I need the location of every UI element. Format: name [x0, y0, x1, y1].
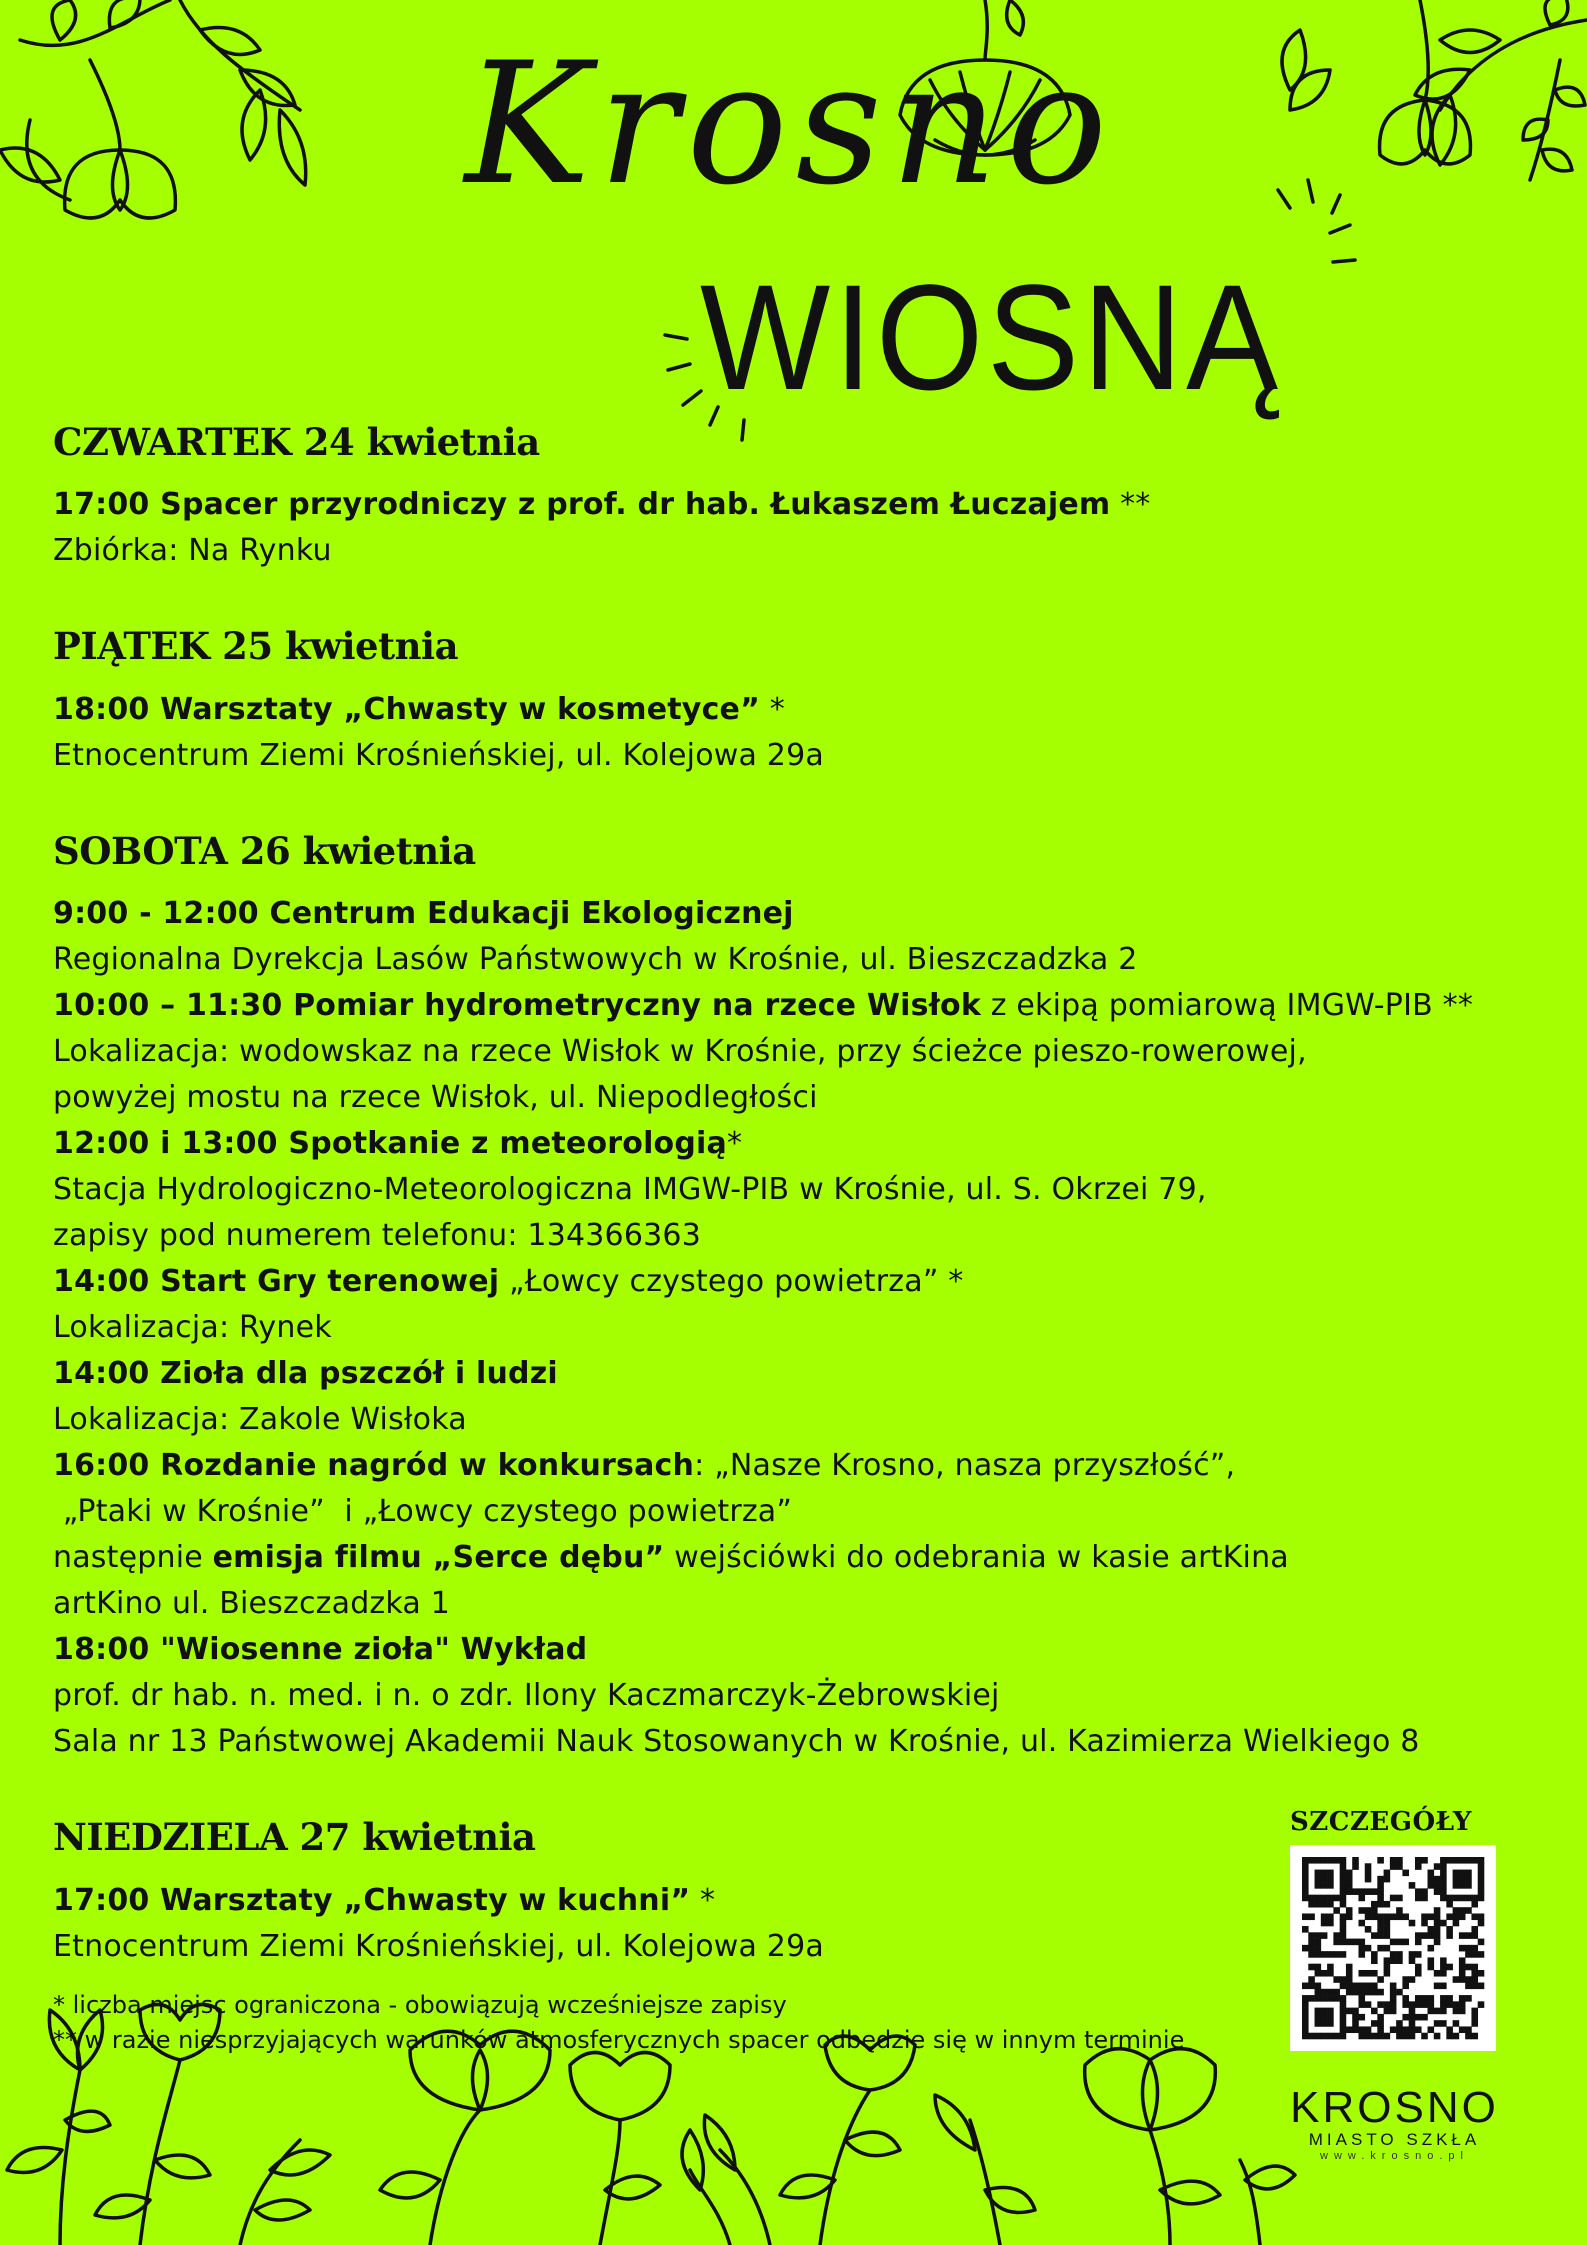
event-line	[53, 937, 1553, 983]
event-line-text: Sala nr 13 Państwowej Akademii Nauk Stosowanych w Krośnie, ul. Kazimierza Wielkiego 8	[53, 1724, 1420, 1760]
event-schedule	[53, 420, 1553, 2020]
title-main: WIOSNĄ	[700, 253, 1282, 421]
event-line-bold: 16:00 Rozdanie nagród w konkursach	[53, 1448, 695, 1484]
event-line	[53, 1351, 1553, 1397]
event-line-bold: 12:00 i 13:00 Spotkanie z meteorologią	[53, 1126, 727, 1162]
event-line	[53, 1581, 1553, 1627]
event-line-bold: 18:00 Warsztaty „Chwasty w kosmetyce”	[53, 691, 761, 727]
event-line-text: z ekipą pomiarową IMGW-PIB **	[980, 988, 1474, 1024]
event-line	[53, 1075, 1553, 1121]
event-line	[53, 983, 1553, 1029]
day-heading: PIĄTEK 25 kwietnia	[53, 624, 459, 669]
event-line-text: *	[760, 691, 785, 727]
day-section-thursday	[53, 420, 1553, 574]
event-line	[53, 1719, 1553, 1765]
qr-code-icon[interactable]	[1290, 1845, 1496, 2051]
footnote: ** w razie niesprzyjających warunków atmosferycznych spacer odbędzie się w innym terminie	[53, 2026, 1185, 2054]
event-line-text: *	[726, 1126, 743, 1162]
day-section-friday	[53, 624, 1553, 778]
event-line-text: **	[1110, 487, 1151, 523]
event-line-text: Regionalna Dyrekcja Lasów Państwowych w Krośnie, ul. Bieszczadzka 2	[53, 942, 1138, 978]
day-heading: NIEDZIELA 27 kwietnia	[53, 1815, 536, 1860]
event-line	[53, 528, 1553, 574]
logo-sub: MIASTO SZKŁA	[1308, 2130, 1481, 2149]
event-line	[53, 733, 1553, 779]
event-line-text: : „Nasze Krosno, nasza przyszłość”,	[694, 1448, 1236, 1484]
event-line	[53, 891, 1553, 937]
qr-code-graphic	[1290, 1845, 1496, 2051]
event-line-bold: 18:00 "Wiosenne zioła" Wykład	[53, 1632, 588, 1668]
event-line-text: wejściówki do odebrania w kasie artKina	[664, 1540, 1289, 1576]
event-line-bold: emisja filmu „Serce dębu”	[212, 1540, 665, 1576]
event-line-text: „Ptaki w Krośnie” i „Łowcy czystego powietrza”	[53, 1494, 793, 1530]
leaf-branch-top-right-icon	[1282, 0, 1587, 180]
event-line	[53, 1489, 1553, 1535]
event-line-text: „Łowcy czystego powietrza” *	[499, 1264, 964, 1300]
event-line	[53, 1443, 1553, 1489]
event-line-bold: 17:00 Warsztaty „Chwasty w kuchni”	[53, 1882, 691, 1918]
event-line-text: *	[690, 1882, 716, 1918]
footnotes	[53, 1988, 1184, 2058]
event-line	[53, 1305, 1553, 1351]
krosno-logo	[1287, 2083, 1502, 2163]
event-line	[53, 1213, 1553, 1259]
event-line-bold: 14:00 Zioła dla pszczół i ludzi	[53, 1356, 558, 1392]
logo-main: KROSNO	[1290, 2083, 1499, 2132]
flowers-bottom-right-icon	[682, 2049, 1295, 2245]
event-line	[53, 1627, 1553, 1673]
event-line-text: Lokalizacja: wodowskaz na rzece Wisłok w Krośnie, przy ścieżce pieszo-rowerowej,	[53, 1034, 1307, 1070]
leaf-branch-top-left-icon	[0, 0, 306, 218]
event-line-prefix: następnie	[53, 1540, 213, 1576]
event-line	[53, 482, 1553, 528]
event-line-text: powyżej mostu na rzece Wisłok, ul. Niepodległości	[53, 1080, 818, 1116]
event-line	[53, 1397, 1553, 1443]
event-line-text: prof. dr hab. n. med. i n. o zdr. Ilony Kaczmarczyk-Żebrowskiej	[53, 1678, 1000, 1714]
event-line	[53, 1029, 1553, 1075]
event-line-bold: 10:00 – 11:30 Pomiar hydrometryczny na rzece Wisłok	[53, 988, 981, 1024]
event-line	[53, 1535, 1553, 1581]
event-line	[53, 687, 1553, 733]
event-line	[53, 1259, 1553, 1305]
event-line-text: Stacja Hydrologiczno-Meteorologiczna IMGW-PIB w Krośnie, ul. S. Okrzei 79,	[53, 1172, 1207, 1208]
day-heading: SOBOTA 26 kwietnia	[53, 828, 476, 873]
day-heading: CZWARTEK 24 kwietnia	[53, 420, 540, 464]
day-section-saturday	[53, 829, 1553, 1765]
logo-url: www.krosno.pl	[1320, 2150, 1469, 2163]
event-line-text: artKino ul. Bieszczadzka 1	[53, 1586, 451, 1622]
qr-label: SZCZEGÓŁY	[1290, 1807, 1472, 1837]
event-line-text: Etnocentrum Ziemi Krośnieńskiej, ul. Kolejowa 29a	[53, 1928, 824, 1964]
title-script: Krosno	[464, 26, 1116, 222]
event-line	[53, 1673, 1553, 1719]
footnote: * liczba miejsc ograniczona - obowiązują wcześniejsze zapisy	[53, 1991, 787, 2019]
event-line	[53, 1167, 1553, 1213]
event-line-text: Lokalizacja: Zakole Wisłoka	[53, 1402, 467, 1438]
event-line-bold: 14:00 Start Gry terenowej	[53, 1264, 500, 1300]
event-line-bold: 9:00 - 12:00 Centrum Edukacji Ekologicznej	[53, 896, 794, 932]
event-line-text: Zbiórka: Na Rynku	[53, 533, 332, 569]
event-line-bold: 17:00 Spacer przyrodniczy z prof. dr hab. Łukaszem Łuczajem	[53, 487, 1111, 523]
event-line-text: zapisy pod numerem telefonu: 134366363	[53, 1218, 701, 1254]
event-line	[53, 1121, 1553, 1167]
event-line-text: Etnocentrum Ziemi Krośnieńskiej, ul. Kolejowa 29a	[53, 737, 824, 773]
event-line-text: Lokalizacja: Rynek	[53, 1310, 332, 1346]
flowers-bottom-center-icon	[380, 2031, 915, 2245]
